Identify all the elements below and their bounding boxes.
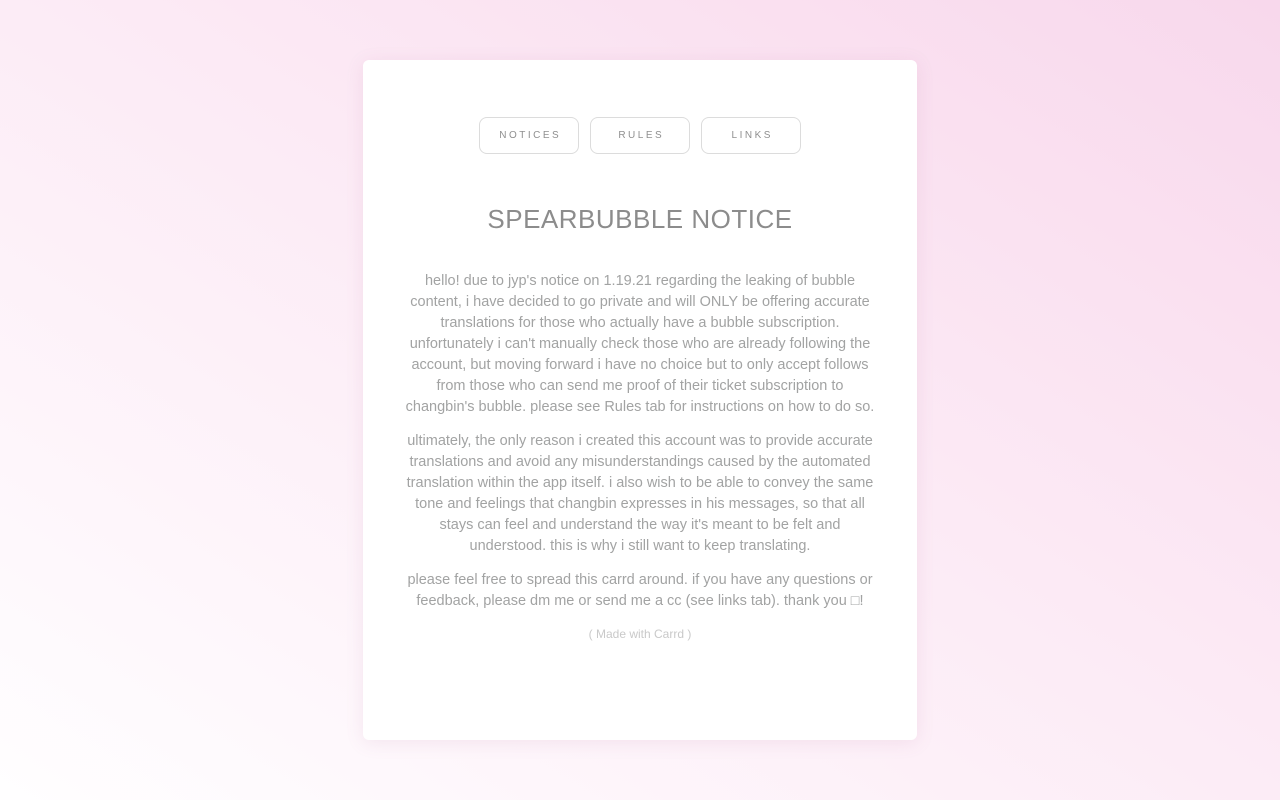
tab-rules[interactable]: RULES bbox=[590, 117, 690, 154]
notice-paragraph-1: hello! due to jyp's notice on 1.19.21 regarding the leaking of bubble content, i have decided to go private and will ONLY be offering accurate translations for those who actually have a bubble subscription. unfortunately i can't manually check those who are already following the account, but moving forward i have no choice but to only accept follows from those who can send me proof of their ticket subscription to changbin's bubble. please see Rules tab for instructions on how to do so. bbox=[405, 273, 875, 415]
carrd-credit-link[interactable]: ( Made with Carrd ) bbox=[588, 627, 692, 641]
notice-card bbox=[363, 60, 917, 740]
notice-body bbox=[401, 271, 879, 643]
tab-bar bbox=[401, 117, 879, 154]
tab-links[interactable]: LINKS bbox=[701, 117, 801, 154]
page-title: SPEARBUBBLE NOTICE bbox=[487, 204, 793, 234]
tab-notices[interactable]: NOTICES bbox=[479, 117, 579, 154]
notice-paragraph-2: ultimately, the only reason i created this account was to provide accurate translations and avoid any misunderstandings caused by the automated translation within the app itself. i also wish to be able to convey the same tone and feelings that changbin expresses in his messages, so that all stays can feel and understand the way it's meant to be felt and understood. this is why i still want to keep translating. bbox=[406, 433, 874, 554]
notice-paragraph-3: please feel free to spread this carrd around. if you have any questions or feedback, please dm me or send me a cc (see links tab). thank you □! bbox=[407, 572, 873, 609]
